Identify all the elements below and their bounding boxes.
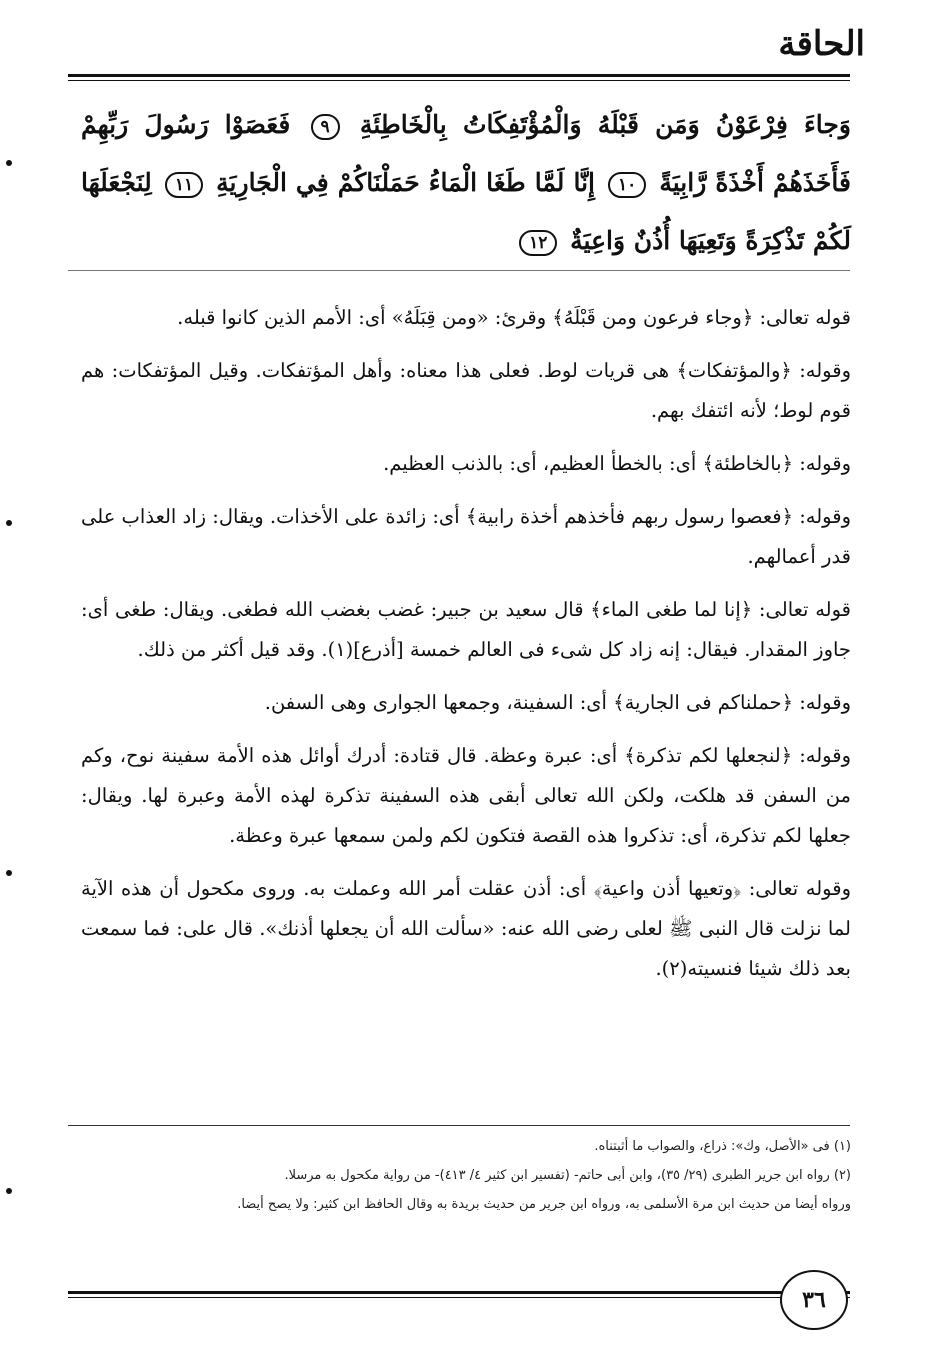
commentary-paragraph: قوله تعالى: ﴿إنا لما طغى الماء﴾ قال سعيد بن جبير: غضب بغضب الله فطغى. ويقال: طغى أى: جاوز المقدار. فيقال: إنه زاد كل شىء فى العالم خمسة [أذرع](١). وقد قيل أكثر من ذلك. (81, 598, 851, 661)
commentary-paragraph: وقوله: ﴿والمؤتفكات﴾ هى قريات لوط. فعلى هذا معناه: وأهل المؤتفكات. وقيل المؤتفكات: هم قوم لوط؛ لأنه ائتفك بهم. (81, 359, 851, 422)
commentary-paragraph: قوله تعالى: ﴿وجاء فرعون ومن قَبْلَهُ﴾ وقرئ: «ومن قِبَلَهُ» أى: الأمم الذين كانوا قبله. (177, 306, 851, 329)
commentary-paragraph: وقوله تعالى: ﴿وتعيها أذن واعية﴾ أى: أذن عقلت أمر الله وعملت به. وروى مكحول أن هذه الآية لما نزلت قال النبى ﷺ لعلى رضى الله عنه: «سألت الله أن يجعلها أذنك». قال على: فما سمعت بعد ذلك شيئا فنسيته(٢). (81, 877, 851, 980)
footer-rule-thin (68, 1297, 850, 1298)
quran-verses (81, 96, 851, 270)
surah-title: الحاقة (778, 24, 865, 64)
ayah-number-marker: ١٢ (519, 230, 557, 256)
footer-rule (68, 1291, 850, 1294)
margin-mark (6, 160, 12, 166)
margin-mark (6, 870, 12, 876)
ayah-number-marker: ١١ (165, 172, 203, 198)
verse-text: لِنَجْعَلَهَا لَكُمْ تَذْكِرَةً وَتَعِيَهَا أُذُنٌ وَاعِيَةٌ (81, 168, 851, 255)
margin-mark (6, 520, 12, 526)
header-rule-thin (68, 80, 850, 81)
commentary-paragraph: وقوله: ﴿بالخاطئة﴾ أى: بالخطأ العظيم، أى: بالذنب العظيم. (383, 452, 851, 475)
ayah-number-marker: ١٠ (608, 172, 646, 198)
verse-text: فَعَصَوْا رَسُولَ رَبِّهِمْ فَأَخَذَهُمْ أَخْذَةً رَّابِيَةً (81, 110, 851, 197)
tafsir-commentary (81, 298, 851, 1002)
commentary-paragraph: وقوله: ﴿فعصوا رسول ربهم فأخذهم أخذة رابية﴾ أى: زائدة على الأخذات. ويقال: زاد العذاب على قدر أعمالهم. (81, 505, 851, 568)
section-divider (68, 270, 850, 271)
footnote-rule (68, 1125, 850, 1126)
verse-text: إِنَّا لَمَّا طَغَا الْمَاءُ حَمَلْنَاكُمْ فِي الْجَارِيَةِ (216, 168, 595, 197)
header-rule (68, 74, 850, 77)
commentary-paragraph: وقوله: ﴿حملناكم فى الجارية﴾ أى: السفينة، وجمعها الجوارى وهى السفن. (264, 691, 851, 714)
footnote: (٢) رواه ابن جرير الطبرى (٢٩/ ٣٥)، وابن أبى حاتم- (تفسير ابن كثير ٤/ ٤١٣)- من رواية مكحول به مرسلا. (284, 1168, 851, 1183)
footnotes (81, 1132, 851, 1219)
commentary-paragraph: وقوله: ﴿لنجعلها لكم تذكرة﴾ أى: عبرة وعظة. قال قتادة: أدرك أوائل هذه الأمة سفينة نوح، وكم من السفن قد هلكت، ولكن الله تعالى أبقى هذه السفينة تذكرة لهذه الأمة وعبرة لها. ويقال: جعلها لكم تذكرة، أى: تذكروا هذه القصة فتكون لكم ولمن سمعها عبرة وعظة. (81, 744, 851, 847)
verse-text: وَجاءَ فِرْعَوْنُ وَمَن قَبْلَهُ وَالْمُؤْتَفِكَاتُ بِالْخَاطِئَةِ (359, 110, 851, 139)
footnote: ورواه أيضا من حديث ابن مرة الأسلمى به، ورواه ابن جرير من حديث بريدة به وقال الحافظ ابن كثير: ولا يصح أيضا. (237, 1197, 851, 1212)
ayah-number-marker: ٩ (311, 114, 340, 140)
page-number: ٣٦ (780, 1270, 848, 1330)
margin-mark (6, 1188, 12, 1194)
footnote: (١) فى «الأصل، وك»: ذراع، والصواب ما أثبتناه. (594, 1139, 851, 1154)
